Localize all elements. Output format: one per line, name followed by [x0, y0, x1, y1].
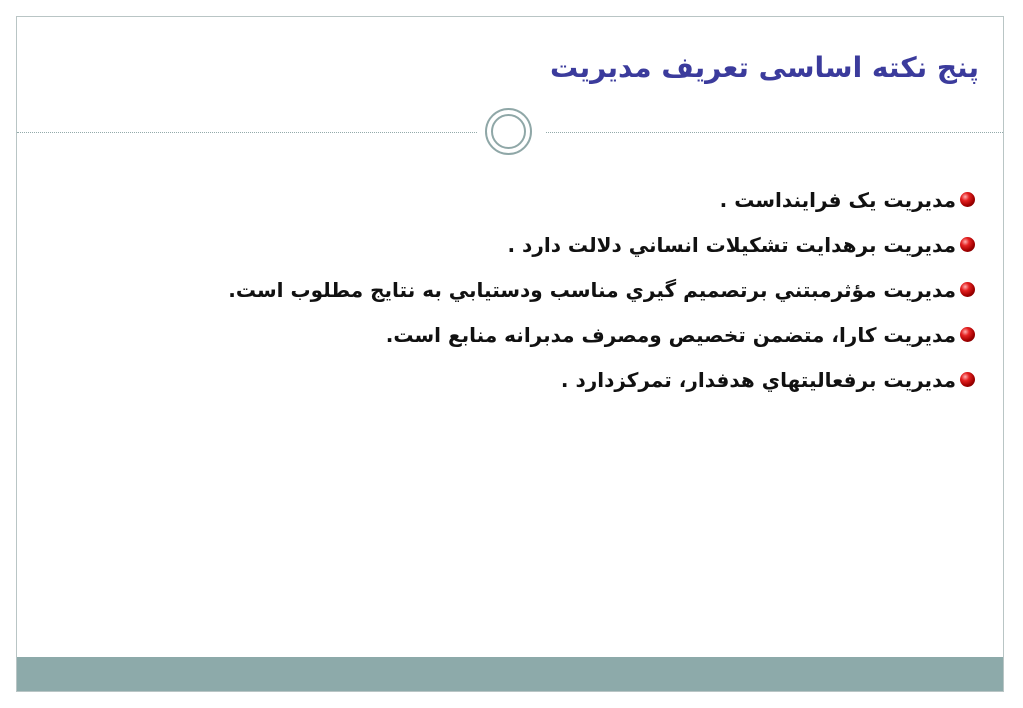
- red-bullet-icon: [960, 282, 975, 297]
- slide-canvas: [16, 16, 1004, 692]
- title-divider-left: [17, 132, 477, 133]
- red-bullet-icon: [960, 237, 975, 252]
- red-bullet-icon: [960, 327, 975, 342]
- title-divider-right: [546, 132, 1003, 133]
- bullet-item: [228, 312, 975, 357]
- circle-ornament-icon: [485, 108, 532, 155]
- bullet-text: مديريت کارا، متضمن تخصيص ومصرف مدبرانه منابع است.: [385, 322, 956, 347]
- red-bullet-icon: [960, 372, 975, 387]
- bullet-text: مديريت يک فرايند‌است .: [719, 187, 956, 212]
- bullet-list: [228, 177, 975, 402]
- circle-ornament-inner-icon: [491, 114, 526, 149]
- bullet-item: [228, 222, 975, 267]
- bullet-item: [228, 357, 975, 402]
- bullet-text: مديريت برفعاليتهاي هدفدار، تمرکز‌دارد .: [560, 367, 956, 392]
- bullet-item: [228, 177, 975, 222]
- bullet-text: مديريت برهدايت تشکيلات انساني دلالت دارد .: [507, 232, 956, 257]
- bullet-text: مديريت مؤثر‌مبتني برتصميم گيري مناسب ودستيابي به نتايج مطلوب است.: [228, 277, 956, 302]
- slide-title: پنج نکته اساسی تعريف مديريت: [549, 51, 979, 84]
- bullet-item: [228, 267, 975, 312]
- footer-bar: [17, 657, 1003, 691]
- red-bullet-icon: [960, 192, 975, 207]
